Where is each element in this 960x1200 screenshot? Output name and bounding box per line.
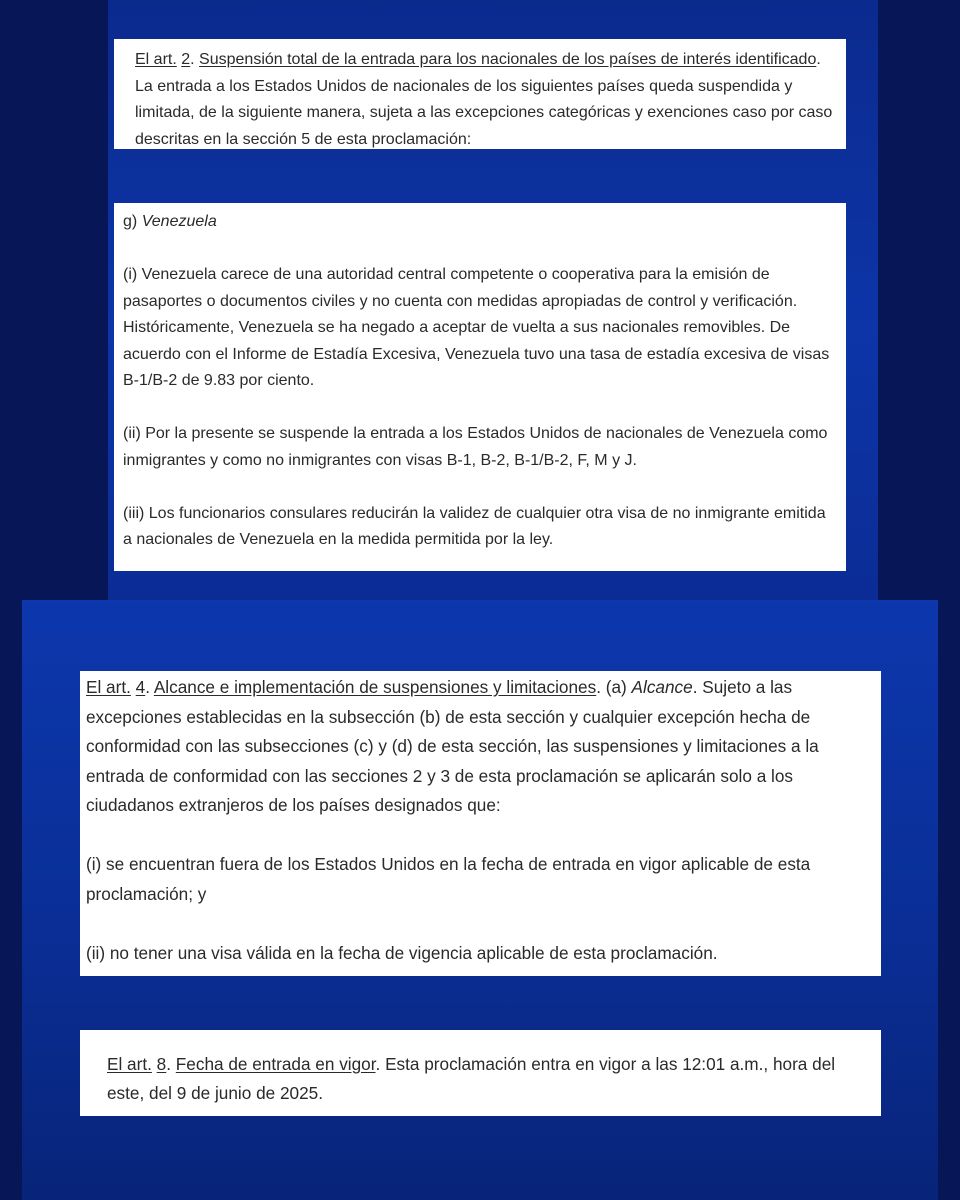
art4-card	[80, 671, 881, 976]
venezuela-card	[114, 203, 846, 571]
art2-body: La entrada a los Estados Unidos de nacionales de los siguientes países queda suspendida y limitada, de la siguiente manera, sujeta a las excepciones categóricas y exenciones caso por caso descritas en la sección 5 de esta proclamación:	[135, 77, 833, 148]
venezuela-paragraph-iii: (iii) Los funcionarios consulares reducirán la validez de cualquier otra visa de no inmigrante emitida a nacionales de Venezuela en la medida permitida por la ley.	[123, 504, 826, 548]
art4-paragraph-i: (i) se encuentran fuera de los Estados Unidos en la fecha de entrada en vigor aplicable de esta proclamación; y	[86, 854, 811, 904]
art4-sub-title: Alcance	[631, 677, 693, 697]
art8-number: 8	[156, 1054, 167, 1074]
venezuela-paragraph-i: (i) Venezuela carece de una autoridad central competente o cooperativa para la emisión de pasaportes o documentos civiles y no cuenta con medidas apropiadas de control y verificación. Históricamente, Venezuela se ha negado a aceptar de vuelta a sus nacionales removibles. De acuerdo con el Informe de Estadía Excesiva, Venezuela tuvo una tasa de estadía excesiva de visas B-1/B-2 de 9.83 por ciento.	[123, 266, 830, 389]
art2-heading: Suspensión total de la entrada para los nacionales de los países de interés identificado	[199, 51, 817, 68]
venezuela-item-name: Venezuela	[141, 213, 217, 230]
venezuela-paragraph-ii: (ii) Por la presente se suspende la entrada a los Estados Unidos de nacionales de Venezuela como inmigrantes y como no inmigrantes con visas B-1, B-2, B-1/B-2, F, M y J.	[123, 425, 828, 469]
venezuela-item-title	[123, 209, 836, 236]
venezuela-item-letter: g)	[123, 213, 138, 230]
art8-card	[80, 1030, 881, 1116]
art4-sub-label: (a)	[605, 677, 627, 697]
art8-heading: Fecha de entrada en vigor	[175, 1054, 376, 1074]
art4-prefix: El art.	[86, 677, 131, 697]
art2-number: 2	[181, 51, 191, 68]
art4-body: Sujeto a las excepciones establecidas en la subsección (b) de esta sección y cualquier excepción hecha de conformidad con las subsecciones (c) y (d) de esta sección, las suspensiones y limitaciones a la entrada de conformidad con las secciones 2 y 3 de esta proclamación se aplicarán solo a los ciudadanos extranjeros de los países designados que:	[86, 677, 819, 815]
art8-body: Esta proclamación entra en vigor a las 12:01 a.m., hora del este, del 9 de junio de 2025.	[107, 1054, 836, 1103]
art8-prefix: El art.	[107, 1054, 152, 1074]
art2-prefix: El art.	[135, 51, 177, 68]
art8-text: El art. 8. Fecha de entrada en vigor. Esta proclamación entra en vigor a las 12:01 a.m., hora del este, del 9 de junio de 2025.	[107, 1054, 836, 1103]
art4-number: 4	[135, 677, 146, 697]
art4-heading: Alcance e implementación de suspensiones y limitaciones	[153, 677, 597, 697]
art4-paragraph-ii: (ii) no tener una visa válida en la fecha de vigencia aplicable de esta proclamación.	[86, 942, 718, 963]
art2-text: El art. 2. Suspensión total de la entrada para los nacionales de los países de interés identificado. La entrada a los Estados Unidos de nacionales de los siguientes países queda suspendida y limitada, de la siguiente manera, sujeta a las excepciones categóricas y exenciones caso por caso descritas en la sección 5 de esta proclamación:	[135, 51, 833, 148]
art2-card	[114, 39, 846, 149]
art4-text: El art. 4. Alcance e implementación de suspensiones y limitaciones. (a) Alcance. Sujeto a las excepciones establecidas en la subsección (b) de esta sección y cualquier excepción hecha de conformidad con las subsecciones (c) y (d) de esta sección, las suspensiones y limitaciones a la entrada de conformidad con las secciones 2 y 3 de esta proclamación se aplicarán solo a los ciudadanos extranjeros de los países designados que:	[86, 677, 819, 815]
